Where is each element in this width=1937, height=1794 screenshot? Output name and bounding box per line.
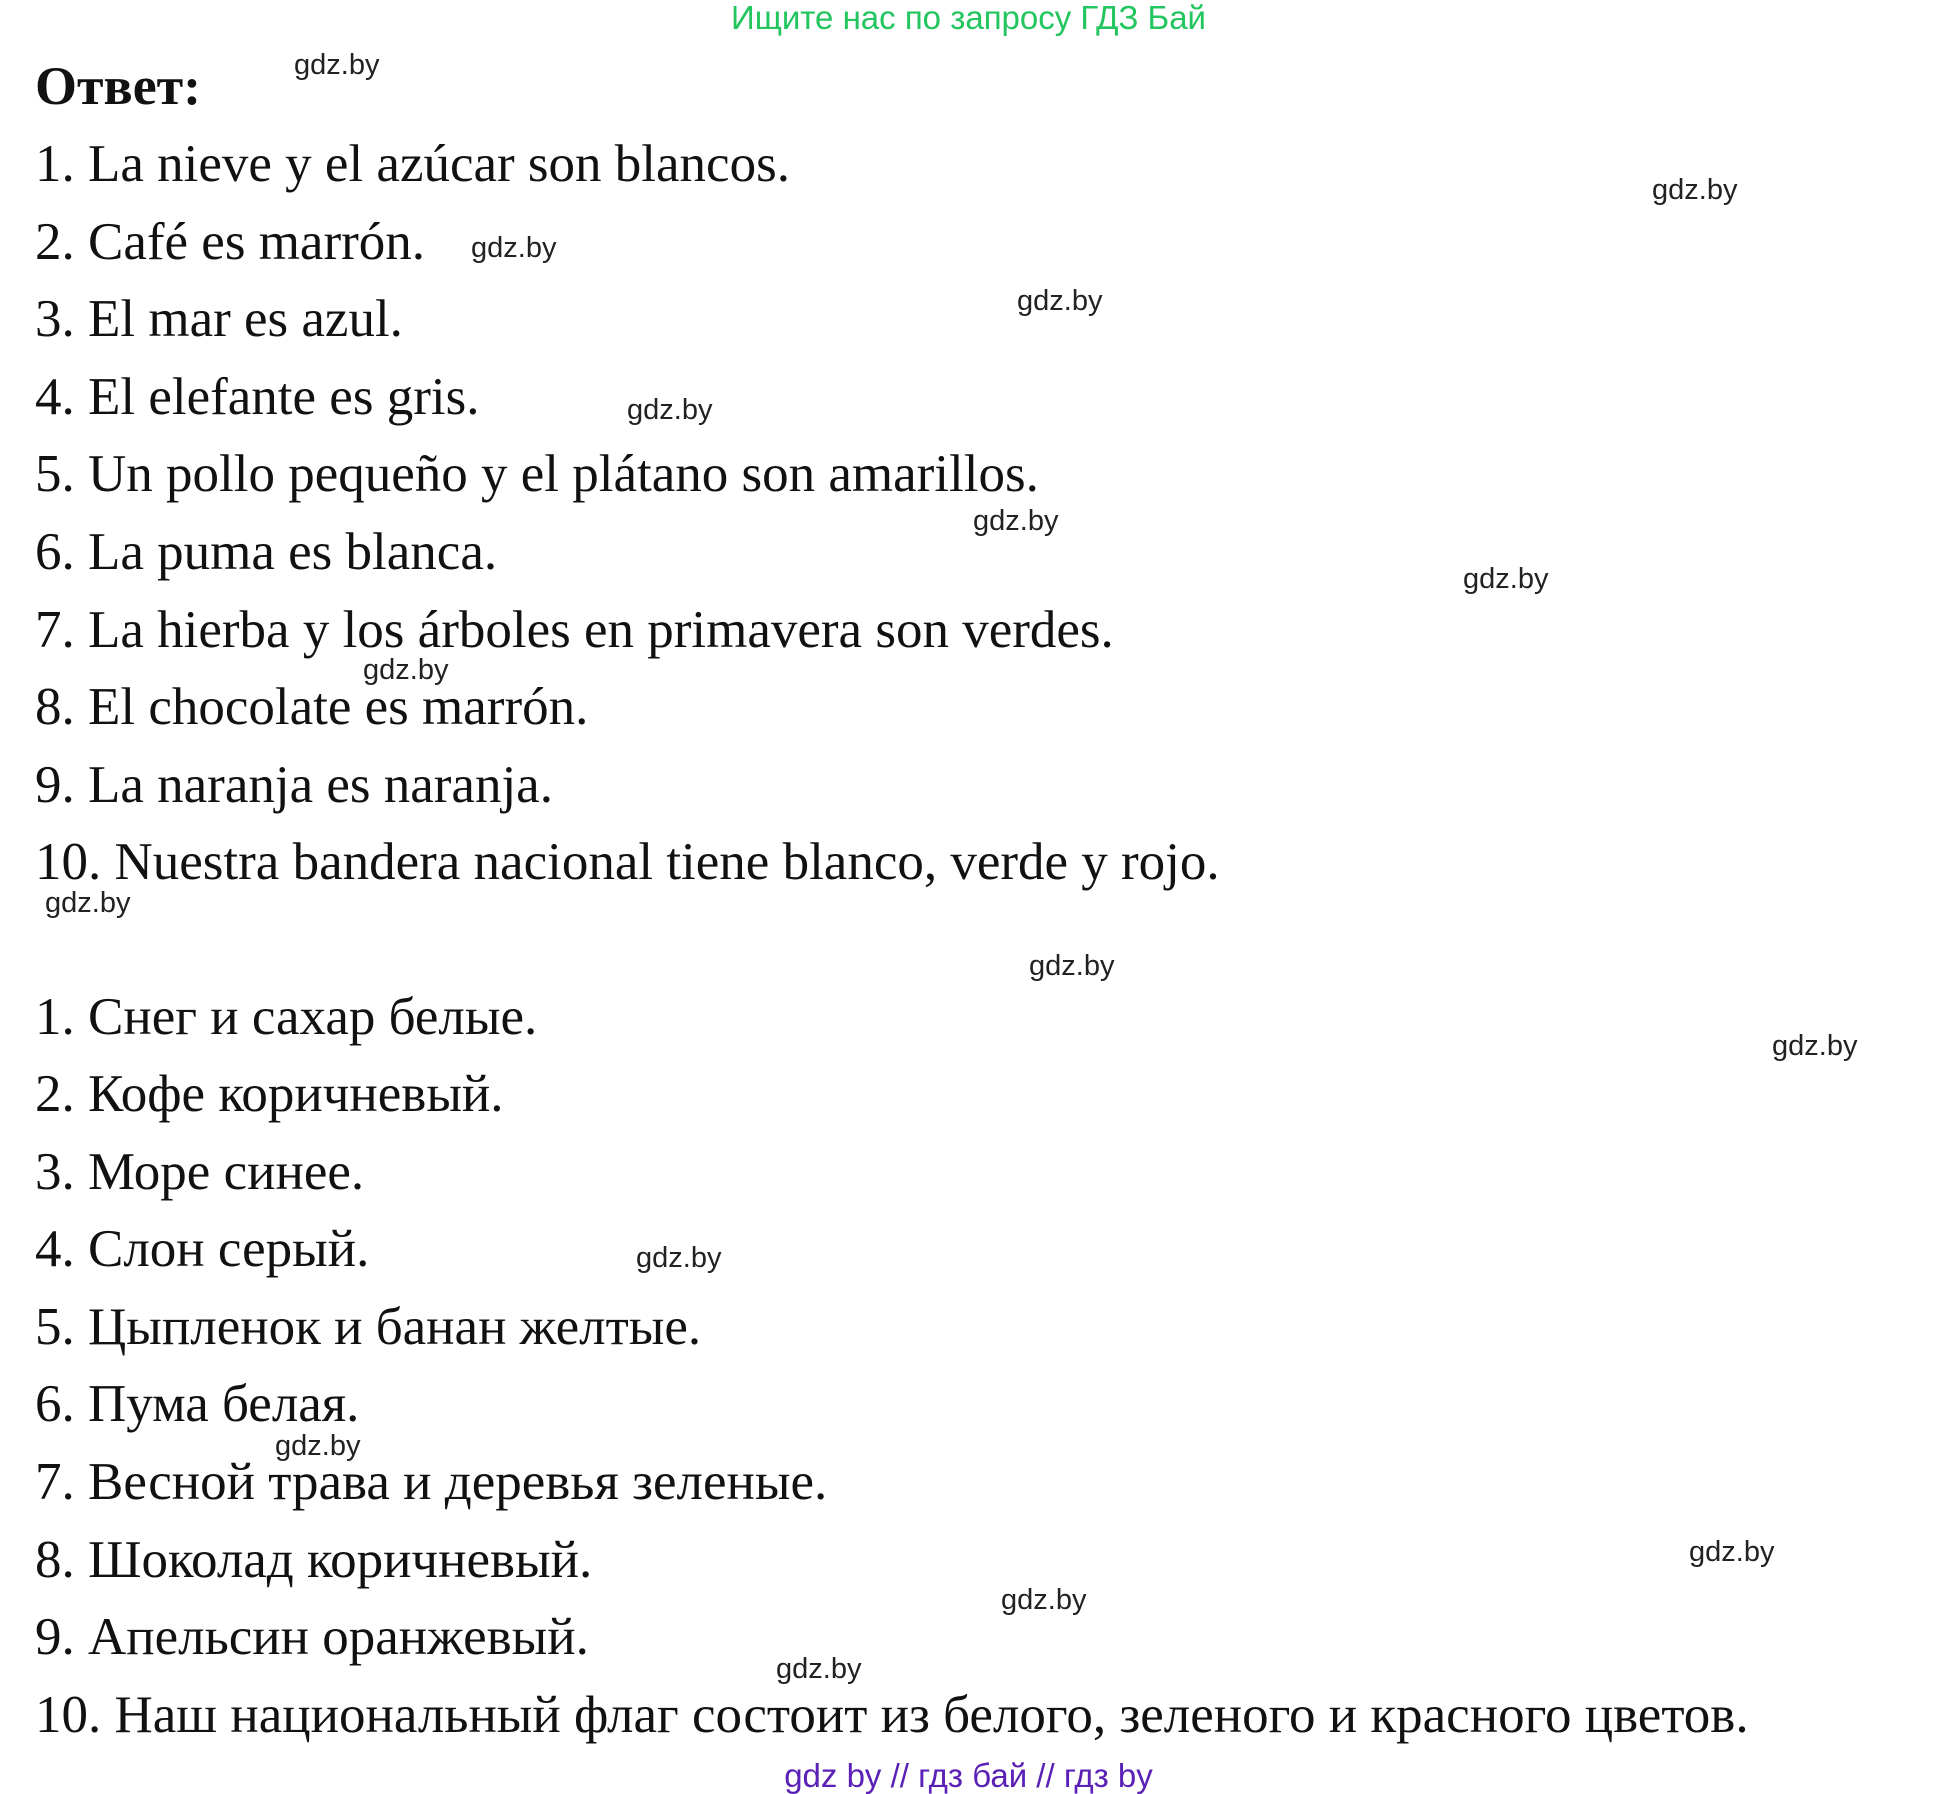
spanish-line-2: 2. Café es marrón. (35, 213, 425, 271)
watermark: gdz.by (471, 232, 557, 264)
spanish-line-6: 6. La puma es blanca. (35, 523, 498, 581)
watermark: gdz.by (1463, 563, 1549, 595)
top-banner: Ищите нас по запросу ГДЗ Бай (731, 0, 1206, 36)
watermark: gdz.by (1029, 950, 1115, 982)
watermark: gdz.by (1017, 285, 1103, 317)
watermark: gdz.by (1689, 1536, 1775, 1568)
watermark: gdz.by (45, 887, 131, 919)
spanish-line-7: 7. La hierba y los árboles en primavera son verdes. (35, 601, 1114, 659)
spanish-line-5: 5. Un pollo pequeño y el plátano son amarillos. (35, 445, 1039, 503)
footer-watermark: gdz by // гдз бай // гдз by (784, 1757, 1153, 1794)
russian-line-7: 7. Весной трава и деревья зеленые. (35, 1453, 828, 1511)
russian-line-3: 3. Море синее. (35, 1143, 365, 1201)
russian-line-8: 8. Шоколад коричневый. (35, 1531, 593, 1589)
watermark: gdz.by (776, 1653, 862, 1685)
spanish-line-1: 1. La nieve y el azúcar son blancos. (35, 135, 790, 193)
watermark: gdz.by (1001, 1584, 1087, 1616)
spanish-line-9: 9. La naranja es naranja. (35, 756, 553, 814)
watermark: gdz.by (275, 1430, 361, 1462)
spanish-line-8: 8. El chocolate es marrón. (35, 678, 589, 736)
russian-line-2: 2. Кофе коричневый. (35, 1065, 504, 1123)
answer-heading: Ответ: (35, 56, 202, 116)
spanish-line-10: 10. Nuestra bandera nacional tiene blanco, verde y rojo. (35, 833, 1220, 891)
russian-line-10: 10. Наш национальный флаг состоит из белого, зеленого и красного цветов. (35, 1686, 1749, 1744)
watermark: gdz.by (1772, 1030, 1858, 1062)
watermark: gdz.by (627, 394, 713, 426)
russian-line-9: 9. Апельсин оранжевый. (35, 1608, 589, 1666)
watermark: gdz.by (294, 49, 380, 81)
watermark: gdz.by (1652, 174, 1738, 206)
watermark: gdz.by (973, 505, 1059, 537)
russian-line-5: 5. Цыпленок и банан желтые. (35, 1298, 702, 1356)
spanish-line-4: 4. El elefante es gris. (35, 368, 480, 426)
watermark: gdz.by (636, 1242, 722, 1274)
russian-line-6: 6. Пума белая. (35, 1375, 360, 1433)
russian-line-4: 4. Слон серый. (35, 1220, 370, 1278)
russian-line-1: 1. Снег и сахар белые. (35, 988, 538, 1046)
spanish-line-3: 3. El mar es azul. (35, 290, 403, 348)
watermark: gdz.by (363, 654, 449, 686)
